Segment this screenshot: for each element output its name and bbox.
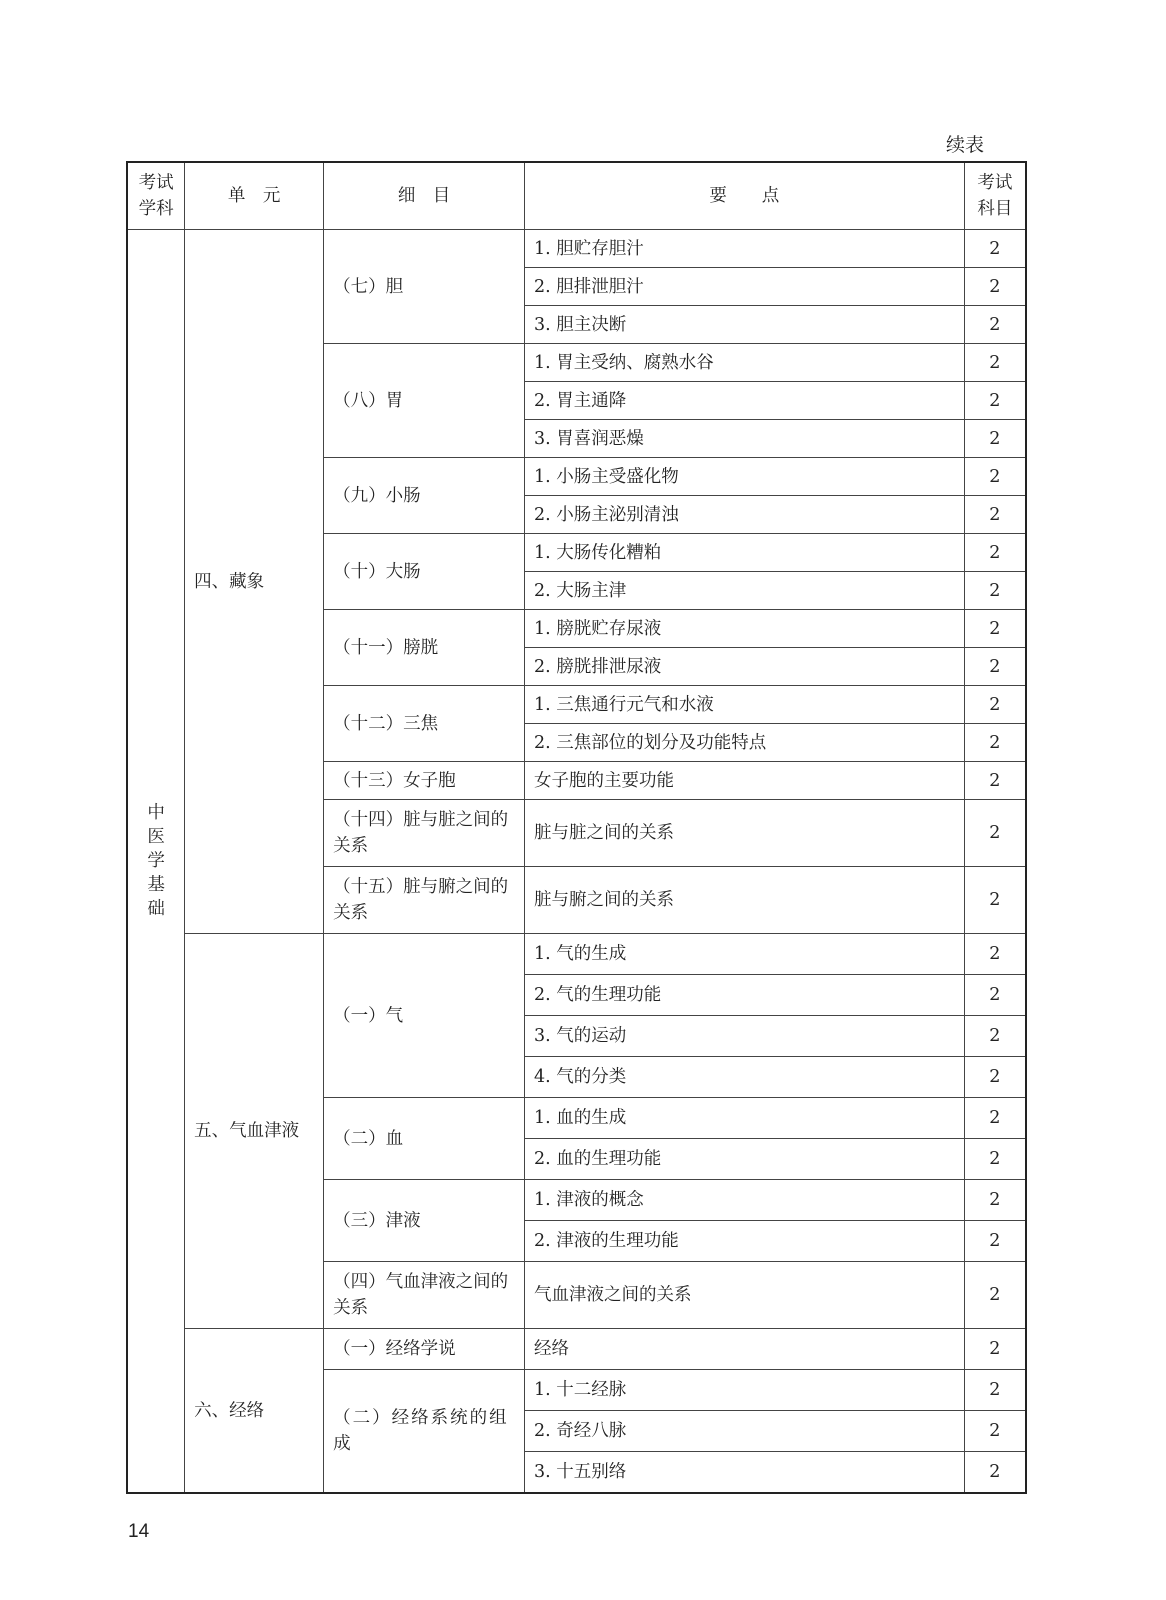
point-cell: 1. 津液的概念 [524,1180,964,1221]
detail-cell: （二）经络系统的组成 [324,1370,525,1494]
point-cell: 脏与脏之间的关系 [524,800,964,867]
point-cell: 1. 胆贮存胆汁 [524,230,964,268]
point-cell: 1. 膀胱贮存尿液 [524,610,964,648]
exam-subject-cell: 2 [964,1329,1026,1370]
point-cell: 1. 三焦通行元气和水液 [524,686,964,724]
header-row [127,162,1026,230]
exam-subject-cell: 2 [964,686,1026,724]
point-cell: 2. 三焦部位的划分及功能特点 [524,724,964,762]
exam-subject-cell: 2 [964,1370,1026,1411]
header-exam-subject: 考试科目 [964,162,1026,230]
exam-subject-cell: 2 [964,496,1026,534]
point-cell: 1. 小肠主受盛化物 [524,458,964,496]
exam-subject-cell: 2 [964,534,1026,572]
point-cell: 3. 胆主决断 [524,306,964,344]
table-row [127,934,1026,975]
point-cell: 2. 津液的生理功能 [524,1221,964,1262]
detail-cell: （十三）女子胞 [324,762,525,800]
exam-subject-cell: 2 [964,648,1026,686]
detail-cell: （四）气血津液之间的关系 [324,1262,525,1329]
exam-subject-cell: 2 [964,344,1026,382]
unit-cell: 五、气血津液 [185,934,324,1329]
exam-subject-cell: 2 [964,1016,1026,1057]
exam-subject-cell: 2 [964,458,1026,496]
exam-subject-cell: 2 [964,1262,1026,1329]
exam-subject-cell: 2 [964,867,1026,934]
detail-cell: （九）小肠 [324,458,525,534]
detail-cell: （十一）膀胱 [324,610,525,686]
point-cell: 3. 气的运动 [524,1016,964,1057]
detail-cell: （十五）脏与腑之间的关系 [324,867,525,934]
exam-subject-cell: 2 [964,230,1026,268]
detail-cell: （十）大肠 [324,534,525,610]
detail-cell: （七）胆 [324,230,525,344]
point-cell: 1. 十二经脉 [524,1370,964,1411]
point-cell: 1. 大肠传化糟粕 [524,534,964,572]
subject-cell [127,230,185,1494]
exam-subject-cell: 2 [964,268,1026,306]
unit-cell: 六、经络 [185,1329,324,1494]
point-cell: 3. 胃喜润恶燥 [524,420,964,458]
detail-cell: （十二）三焦 [324,686,525,762]
point-cell: 女子胞的主要功能 [524,762,964,800]
page-number: 14 [128,1521,150,1542]
header-detail: 细 目 [324,162,525,230]
detail-cell: （十四）脏与脏之间的关系 [324,800,525,867]
exam-subject-cell: 2 [964,1180,1026,1221]
point-cell: 1. 血的生成 [524,1098,964,1139]
detail-cell: （二）血 [324,1098,525,1180]
exam-subject-cell: 2 [964,572,1026,610]
table-row [127,1329,1026,1370]
point-cell: 脏与腑之间的关系 [524,867,964,934]
point-cell: 2. 胆排泄胆汁 [524,268,964,306]
exam-subject-cell: 2 [964,1221,1026,1262]
point-cell: 2. 大肠主津 [524,572,964,610]
exam-subject-cell: 2 [964,382,1026,420]
detail-cell: （一）气 [324,934,525,1098]
point-cell: 4. 气的分类 [524,1057,964,1098]
point-cell: 2. 血的生理功能 [524,1139,964,1180]
header-subject: 考试学科 [127,162,185,230]
point-cell: 3. 十五别络 [524,1452,964,1494]
detail-cell: （三）津液 [324,1180,525,1262]
exam-subject-cell: 2 [964,800,1026,867]
table-row [127,230,1026,268]
point-cell: 经络 [524,1329,964,1370]
exam-subject-cell: 2 [964,420,1026,458]
exam-subject-cell: 2 [964,934,1026,975]
point-cell: 1. 气的生成 [524,934,964,975]
exam-subject-cell: 2 [964,1057,1026,1098]
header-unit: 单 元 [185,162,324,230]
exam-subject-cell: 2 [964,1139,1026,1180]
exam-subject-cell: 2 [964,1411,1026,1452]
subject-label: 中医学基础 [147,802,165,919]
point-cell: 气血津液之间的关系 [524,1262,964,1329]
point-cell: 2. 小肠主泌别清浊 [524,496,964,534]
exam-subject-cell: 2 [964,306,1026,344]
unit-cell: 四、藏象 [185,230,324,934]
exam-subject-cell: 2 [964,610,1026,648]
syllabus-table [126,161,1027,1494]
point-cell: 2. 气的生理功能 [524,975,964,1016]
detail-cell: （八）胃 [324,344,525,458]
exam-subject-cell: 2 [964,762,1026,800]
point-cell: 2. 胃主通降 [524,382,964,420]
point-cell: 2. 奇经八脉 [524,1411,964,1452]
continued-label: 续表 [946,134,985,156]
point-cell: 1. 胃主受纳、腐熟水谷 [524,344,964,382]
detail-cell: （一）经络学说 [324,1329,525,1370]
point-cell: 2. 膀胱排泄尿液 [524,648,964,686]
exam-subject-cell: 2 [964,1452,1026,1494]
exam-subject-cell: 2 [964,1098,1026,1139]
header-points: 要 点 [524,162,964,230]
exam-subject-cell: 2 [964,975,1026,1016]
exam-subject-cell: 2 [964,724,1026,762]
